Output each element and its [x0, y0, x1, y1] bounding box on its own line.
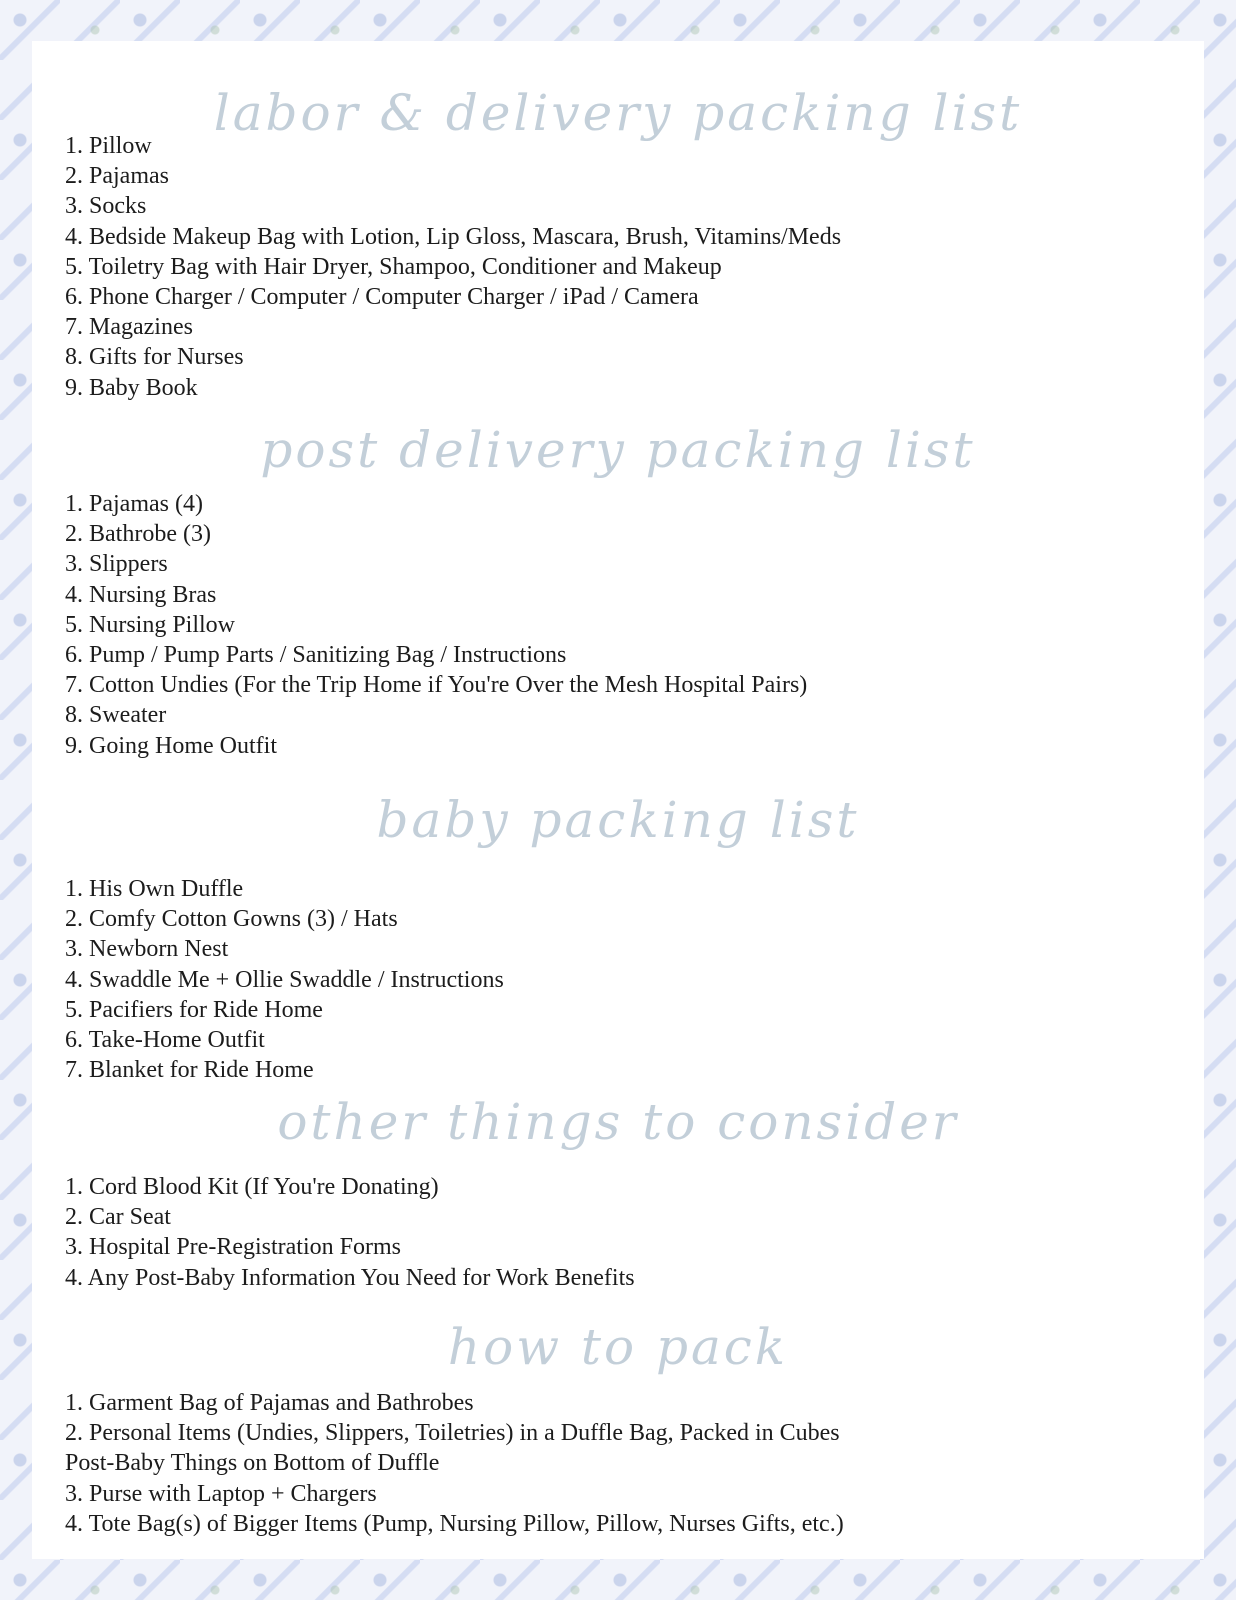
list-item: 5. Nursing Pillow — [65, 611, 236, 638]
other-things-list — [65, 1172, 635, 1293]
section-title-labor-delivery: labor & delivery packing list — [213, 84, 1023, 142]
list-item: 3. Hospital Pre-Registration Forms — [65, 1234, 401, 1261]
list-item: 7. Blanket for Ride Home — [65, 1057, 314, 1084]
list-item: 5. Pacifiers for Ride Home — [65, 996, 323, 1023]
list-item: 2. Personal Items (Undies, Slippers, Toiletries) in a Duffle Bag, Packed in Cubes — [65, 1420, 840, 1447]
post-delivery-list — [65, 489, 807, 761]
labor-delivery-list — [65, 131, 841, 403]
list-item: 6. Pump / Pump Parts / Sanitizing Bag / Instructions — [65, 642, 567, 669]
list-item: 2. Bathrobe (3) — [65, 521, 211, 548]
list-item: 2. Comfy Cotton Gowns (3) / Hats — [65, 906, 398, 933]
list-item: 4. Any Post-Baby Information You Need for Work Benefits — [65, 1264, 635, 1291]
list-item: 7. Magazines — [65, 314, 193, 341]
list-item: 9. Baby Book — [65, 374, 198, 401]
section-title-post-delivery: post delivery packing list — [260, 421, 976, 479]
section-title-other-things: other things to consider — [277, 1093, 959, 1151]
list-item: 8. Gifts for Nurses — [65, 344, 244, 371]
list-item-continuation: Post-Baby Things on Bottom of Duffle — [65, 1450, 440, 1477]
list-item: 1. Cord Blood Kit (If You're Donating) — [65, 1174, 439, 1200]
list-item: 7. Cotton Undies (For the Trip Home if You're Over the Mesh Hospital Pairs) — [65, 672, 808, 699]
list-item: 4. Swaddle Me + Ollie Swaddle / Instructions — [65, 966, 504, 993]
list-item: 3. Purse with Laptop + Chargers — [65, 1480, 377, 1507]
list-item: 1. Garment Bag of Pajamas and Bathrobes — [65, 1390, 474, 1416]
list-item: 1. His Own Duffle — [65, 876, 244, 902]
list-item: 2. Pajamas — [65, 163, 169, 190]
list-item: 1. Pajamas (4) — [65, 491, 203, 517]
list-item: 4. Bedside Makeup Bag with Lotion, Lip Gloss, Mascara, Brush, Vitamins/Meds — [65, 223, 842, 250]
list-item: 4. Nursing Bras — [65, 581, 217, 608]
list-item: 4. Tote Bag(s) of Bigger Items (Pump, Nursing Pillow, Pillow, Nurses Gifts, etc.) — [65, 1510, 844, 1537]
list-item: 3. Newborn Nest — [65, 936, 229, 963]
list-item: 9. Going Home Outfit — [65, 732, 277, 759]
list-item: 8. Sweater — [65, 702, 167, 729]
list-item: 1. Pillow — [65, 133, 152, 159]
section-title-baby: baby packing list — [376, 791, 860, 849]
list-item: 6. Phone Charger / Computer / Computer Charger / iPad / Camera — [65, 284, 699, 311]
section-title-how-to-pack: how to pack — [447, 1318, 789, 1376]
list-item: 5. Toiletry Bag with Hair Dryer, Shampoo, Conditioner and Makeup — [65, 253, 722, 280]
list-item: 2. Car Seat — [65, 1204, 171, 1231]
how-to-pack-list — [65, 1388, 844, 1539]
baby-list — [65, 874, 504, 1085]
list-item: 6. Take-Home Outfit — [65, 1027, 265, 1054]
list-item: 3. Slippers — [65, 551, 168, 578]
list-item: 3. Socks — [65, 193, 147, 220]
